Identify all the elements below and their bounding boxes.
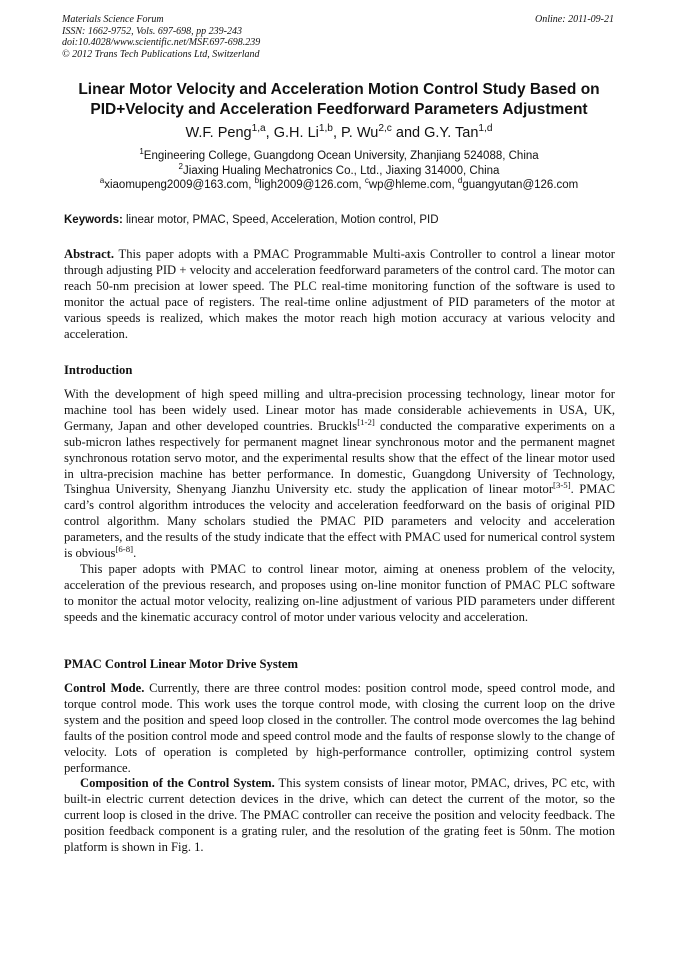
introduction-body bbox=[64, 387, 615, 626]
journal-name: Materials Science Forum bbox=[62, 14, 164, 25]
paragraph-text: With the development of high speed milling and ultra-precision processing technology, linear motor for machine tool has been widely used. Linear motor has made considerable achievements in USA, UK, Germany, Japan and other developed countries. Bruckls bbox=[64, 387, 615, 433]
doi-line: doi:10.4028/www.scientific.net/MSF.697-698.239 bbox=[62, 37, 261, 48]
paragraph-text: Currently, there are three control modes: position control mode, speed control mode, and torque control mode. This work uses the torque control mode, with closing the current loop on the drive system and the position and speed loop closed in the controller. The control mode overcomes the lag behind faults of the position control mode and speed control mode and the faults of response slowly to the change of velocity. Lots of operation is completed by high-performance controller, optimizing control system performance. bbox=[64, 681, 615, 775]
issn-line: ISSN: 1662-9752, Vols. 697-698, pp 239-243 bbox=[62, 25, 242, 37]
email-sup: c bbox=[364, 176, 369, 186]
author-list bbox=[40, 124, 638, 142]
email-address: guangyutan@126.com bbox=[462, 179, 579, 191]
affiliation-sup: 1 bbox=[139, 147, 144, 157]
paper-title bbox=[40, 80, 638, 120]
citation: [3-5] bbox=[553, 480, 571, 491]
email-sep: , bbox=[358, 179, 365, 191]
section-pmac-body bbox=[64, 681, 615, 856]
affiliations bbox=[40, 149, 638, 193]
email-sup: a bbox=[99, 176, 105, 186]
author-sup: 1,d bbox=[478, 123, 493, 135]
paragraph-text: . PMAC card’s control algorithm introduces the velocity and acceleration feedforward on the basis of original PID control algorithm. Many scholars studied the PMAC PID parameters and velocity and acceleration parameters, and the results of the study indicate that the effect with PMAC used for numerical control system is obvious bbox=[64, 482, 616, 561]
section-heading-pmac: PMAC Control Linear Motor Drive System bbox=[64, 657, 298, 671]
email-sep: , bbox=[248, 179, 255, 191]
email-address: ligh2009@126.com bbox=[259, 179, 359, 191]
control-mode-paragraph bbox=[64, 681, 615, 776]
citation: [1-2] bbox=[357, 416, 375, 427]
email-sup: d bbox=[457, 176, 463, 186]
introduction-paragraph-2: This paper adopts with PMAC to control linear motor, aiming at oneness problem of the velocity, acceleration of the previous research, and proposes using on-line monitor function of PMAC PLC software to monitor the actual motor velocity, realizing on-line adjustment of various PID parameters under different speeds and the kinematic accuracy control of motor under various velocity and acceleration. bbox=[64, 561, 615, 624]
abstract-text: This paper adopts with a PMAC Programmable Multi-axis Controller to control a linear motor through adjusting PID + velocity and acceleration feedforward parameters of the control card. The motor can reach 50-nm precision at lower speed. The PLC real-time monitoring function of the software is used to monitor the actual pace of registers. The real-time online adjustment of PID parameters of the motor at various speeds is realized, which makes the motor reach high motion accuracy at various velocity and acceleration. bbox=[64, 247, 615, 341]
paragraph-text: conducted the comparative experiments on a sub-micron lathes respectively for permanent magnet linear synchronous motor and the permanent magnet synchronous rotation servo motor, and the experimental results show that the effect of the linear motor used in ultra-precision machine has better performance. In domestic, Guangdong University of Technology, Tsinghua University, Shenyang Jianzhu University etc. study the application of linear motor bbox=[64, 418, 615, 497]
keywords-label: Keywords: bbox=[64, 214, 123, 226]
composition-paragraph bbox=[64, 776, 615, 856]
email-sup: b bbox=[254, 176, 260, 186]
title-line-2: PID+Velocity and Acceleration Feedforward Parameters Adjustment bbox=[90, 101, 588, 118]
author-sup: 1,b bbox=[318, 123, 333, 135]
citation: [6-8] bbox=[115, 543, 134, 554]
introduction-heading: Introduction bbox=[64, 363, 133, 377]
abstract bbox=[64, 247, 615, 342]
online-date: Online: 2011-09-21 bbox=[535, 14, 614, 25]
author-sup: 1,a bbox=[251, 123, 266, 135]
email-list bbox=[40, 178, 638, 193]
email-address: xiaomupeng2009@163.com bbox=[104, 179, 249, 191]
author-sep: , bbox=[265, 125, 274, 141]
author-name: G.H. Li bbox=[273, 125, 319, 141]
author-name: P. Wu bbox=[341, 125, 379, 141]
author-name: W.F. Peng bbox=[185, 125, 252, 141]
keywords-text: linear motor, PMAC, Speed, Acceleration, Motion control, PID bbox=[122, 214, 439, 226]
affiliation-text: Jiaxing Hualing Mechatronics Co., Ltd., Jiaxing 314000, China bbox=[183, 164, 500, 177]
affiliation-1 bbox=[40, 149, 638, 164]
title-line-1: Linear Motor Velocity and Acceleration Motion Control Study Based on bbox=[78, 81, 600, 98]
introduction-paragraph-1 bbox=[64, 387, 615, 562]
email-address: wp@hleme.com bbox=[368, 179, 452, 191]
paragraph-run-in-heading: Control Mode. bbox=[64, 681, 145, 695]
author-sep: , bbox=[332, 125, 341, 141]
copyright-line: © 2012 Trans Tech Publications Ltd, Switzerland bbox=[62, 48, 260, 60]
email-sep: , bbox=[451, 179, 458, 191]
affiliation-text: Engineering College, Guangdong Ocean University, Zhanjiang 524088, China bbox=[143, 150, 539, 162]
author-sup: 2,c bbox=[378, 123, 392, 135]
paragraph-text: . bbox=[133, 546, 137, 561]
author-sep: and bbox=[391, 125, 425, 141]
affiliation-sup: 2 bbox=[178, 161, 184, 171]
keywords bbox=[64, 213, 616, 227]
abstract-label: Abstract. bbox=[64, 247, 115, 261]
journal-header bbox=[62, 14, 614, 60]
paragraph-run-in-heading: Composition of the Control System. bbox=[80, 776, 275, 791]
affiliation-2 bbox=[40, 161, 638, 179]
paragraph-text: This system consists of linear motor, PMAC, drives, PC etc, with built-in electric current detection devices in the drive, which can detect the current of the motor, so the current loop is closed in the drive. The PMAC controller can receive the position and velocity feedback. The position feedback component is a grating ruler, and the resolution of the grating feet is 50nm. The motion platform is shown in Fig. 1. bbox=[64, 776, 615, 855]
author-name: G.Y. Tan bbox=[424, 125, 479, 141]
